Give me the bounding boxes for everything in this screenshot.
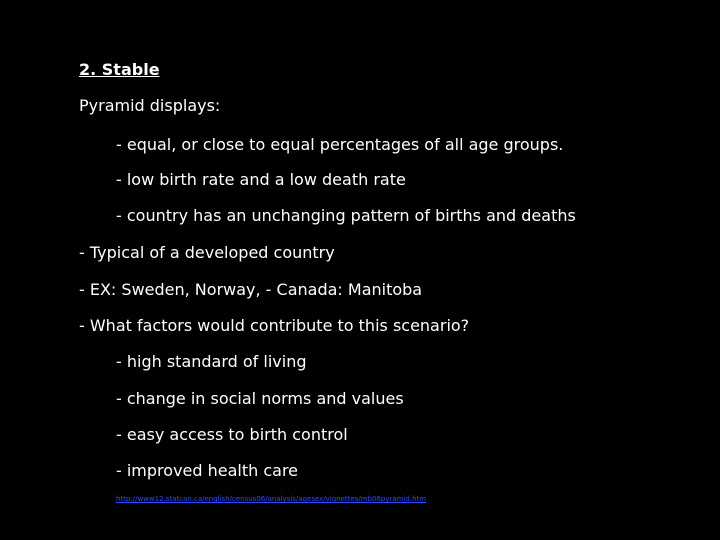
bullet-unchanging-pattern: - country has an unchanging pattern of births and deaths [116,206,576,225]
source-link[interactable]: http://www12.statcan.ca/english/census06/analysis/agesex/vignettes/mb06pyramid.htm [116,495,427,503]
bullet-equal-percentages: - equal, or close to equal percentages of all age groups. [116,135,564,154]
bullet-low-birth-death: - low birth rate and a low death rate [116,170,406,189]
slide-title: 2. Stable [79,60,160,79]
bullet-social-norms: - change in social norms and values [116,389,404,408]
bullet-examples: - EX: Sweden, Norway, - Canada: Manitoba [79,280,423,299]
bullet-developed-country: - Typical of a developed country [79,243,335,262]
bullet-health-care: - improved health care [116,461,299,480]
intro-text: Pyramid displays: [79,96,221,115]
bullet-birth-control: - easy access to birth control [116,425,348,444]
bullet-standard-of-living: - high standard of living [116,352,307,371]
bullet-question: - What factors would contribute to this scenario? [79,316,470,335]
